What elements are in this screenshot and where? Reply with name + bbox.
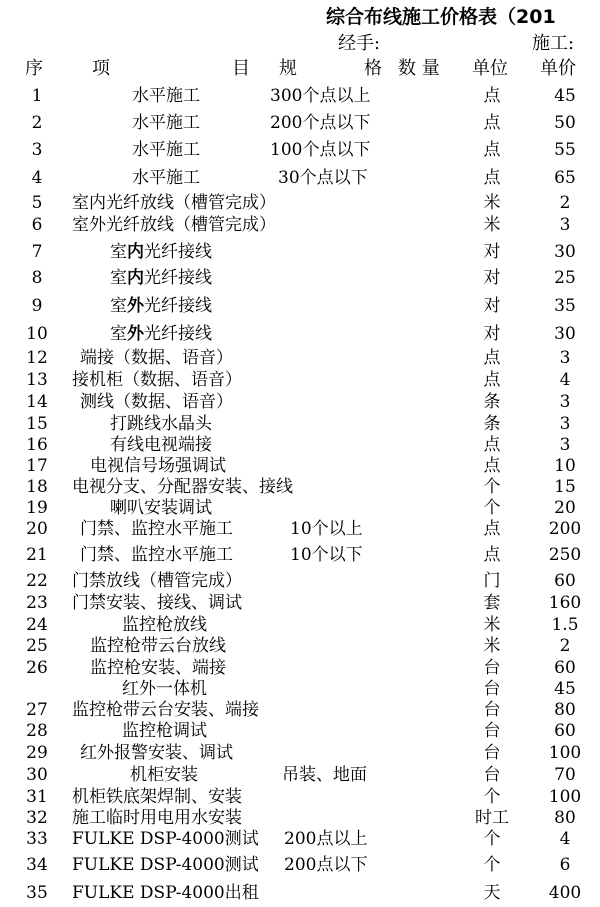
row-price: 60 (554, 571, 576, 591)
row-price: 6 (559, 855, 571, 875)
row-number: 30 (26, 765, 48, 785)
row-number: 23 (26, 593, 48, 613)
row-item: 红外一体机 (122, 679, 207, 699)
row-number: 10 (26, 324, 48, 344)
row-number: 34 (26, 855, 48, 875)
row-unit: 台 (483, 743, 501, 763)
row-number: 28 (26, 721, 48, 741)
row-unit: 台 (483, 700, 501, 720)
row-unit: 条 (483, 414, 501, 434)
col-header-unit: 单位 (472, 58, 508, 79)
row-price: 55 (554, 140, 576, 160)
emphasis-char: 内 (127, 268, 144, 288)
row-unit: 套 (483, 593, 501, 613)
row-item: 水平施工 (132, 168, 200, 188)
row-unit: 点 (483, 435, 501, 455)
row-item: 水平施工 (132, 113, 200, 133)
row-price: 160 (548, 593, 582, 613)
row-number: 8 (31, 268, 43, 288)
row-unit: 时工 (475, 808, 509, 828)
row-number: 14 (26, 392, 48, 412)
row-number: 32 (26, 808, 48, 828)
row-number: 29 (26, 743, 48, 763)
row-item: 测线（数据、语音） (80, 392, 233, 412)
emphasis-char: 内 (127, 242, 144, 262)
row-price: 400 (548, 883, 582, 903)
row-price: 65 (554, 168, 576, 188)
row-item: 监控枪安装、端接 (90, 658, 226, 678)
row-item: 室外光纤接线 (110, 296, 212, 316)
row-unit: 条 (483, 392, 501, 412)
row-number: 35 (26, 883, 48, 903)
row-item: 监控枪带云台放线 (90, 636, 226, 656)
row-price: 3 (559, 435, 571, 455)
row-price: 70 (554, 765, 576, 785)
row-price: 15 (554, 477, 576, 497)
col-header-item-b: 目 (232, 58, 250, 79)
row-number: 25 (26, 636, 48, 656)
row-item: FULKE DSP-4000测试 (72, 855, 259, 875)
row-number: 5 (31, 193, 43, 213)
emphasis-char: 外 (127, 324, 144, 344)
row-number: 19 (26, 498, 48, 518)
row-number: 3 (31, 140, 43, 160)
row-spec: 10个以上 (290, 519, 363, 539)
row-number: 7 (31, 242, 43, 262)
row-price: 60 (554, 658, 576, 678)
row-number: 27 (26, 700, 48, 720)
row-item: 门禁放线（槽管完成） (72, 571, 242, 591)
row-item: 监控枪调试 (122, 721, 207, 741)
row-number: 2 (31, 113, 43, 133)
row-price: 20 (554, 498, 576, 518)
row-item: 打跳线水晶头 (110, 414, 212, 434)
row-number: 16 (26, 435, 48, 455)
row-spec: 200个点以下 (270, 113, 371, 133)
row-item: 施工临时用电用水安装 (72, 808, 242, 828)
row-unit: 个 (483, 477, 501, 497)
row-unit: 点 (483, 113, 501, 133)
row-unit: 点 (483, 86, 501, 106)
row-item: 门禁、监控水平施工 (80, 545, 233, 565)
row-unit: 点 (483, 519, 501, 539)
row-number: 24 (26, 615, 48, 635)
row-unit: 点 (483, 348, 501, 368)
emphasis-char: 外 (127, 296, 144, 316)
row-item: 监控枪放线 (122, 615, 207, 635)
row-item: 室内光纤接线 (110, 268, 212, 288)
row-item: 有线电视端接 (110, 435, 212, 455)
col-header-spec-b: 格 (364, 58, 382, 79)
row-price: 45 (554, 86, 576, 106)
row-number: 17 (26, 456, 48, 476)
row-unit: 点 (483, 370, 501, 390)
row-unit: 点 (483, 168, 501, 188)
row-item: 监控枪带云台安装、端接 (72, 700, 259, 720)
row-price: 2 (559, 636, 571, 656)
row-spec: 30个点以下 (278, 168, 368, 188)
row-number: 31 (26, 787, 48, 807)
row-item: 室内光纤接线 (110, 242, 212, 262)
row-item: 喇叭安装调试 (110, 498, 212, 518)
row-item: 接机柜（数据、语音） (72, 370, 242, 390)
row-unit: 点 (483, 140, 501, 160)
row-unit: 米 (483, 636, 501, 656)
col-header-item-a: 项 (92, 58, 110, 79)
row-number: 15 (26, 414, 48, 434)
row-number: 9 (31, 296, 43, 316)
row-item: 门禁、监控水平施工 (80, 519, 233, 539)
row-unit: 米 (483, 193, 501, 213)
row-item: 室内光纤放线（槽管完成） (72, 193, 276, 213)
row-number: 4 (31, 168, 43, 188)
row-unit: 个 (483, 829, 501, 849)
row-price: 50 (554, 113, 576, 133)
row-number: 6 (31, 215, 43, 235)
row-unit: 个 (483, 787, 501, 807)
row-number: 1 (31, 86, 43, 106)
row-unit: 台 (483, 658, 501, 678)
row-unit: 米 (483, 615, 501, 635)
row-price: 200 (548, 519, 582, 539)
row-price: 30 (554, 242, 576, 262)
row-number: 33 (26, 829, 48, 849)
row-unit: 个 (483, 498, 501, 518)
row-price: 100 (548, 743, 582, 763)
row-number: 21 (26, 545, 48, 565)
row-unit: 对 (483, 268, 501, 288)
row-unit: 天 (483, 883, 501, 903)
row-item: 门禁安装、接线、调试 (72, 593, 242, 613)
row-price: 100 (548, 787, 582, 807)
row-price: 45 (554, 679, 576, 699)
row-price: 250 (548, 545, 582, 565)
row-unit: 台 (483, 679, 501, 699)
sheet-title: 综合布线施工价格表（201 (326, 6, 556, 28)
row-price: 35 (554, 296, 576, 316)
row-price: 1.5 (551, 615, 579, 635)
row-unit: 对 (483, 324, 501, 344)
row-item: 机柜安装 (130, 765, 198, 785)
handler-label: 经手: (338, 33, 381, 54)
row-price: 25 (554, 268, 576, 288)
row-number: 20 (26, 519, 48, 539)
row-item: FULKE DSP-4000出租 (72, 883, 259, 903)
col-header-qty: 数 量 (398, 58, 440, 79)
row-item: 红外报警安装、调试 (80, 743, 233, 763)
row-price: 10 (554, 456, 576, 476)
row-item: 水平施工 (132, 86, 200, 106)
row-price: 3 (559, 348, 571, 368)
row-spec: 吊装、地面 (282, 765, 367, 785)
row-unit: 台 (483, 721, 501, 741)
row-unit: 米 (483, 215, 501, 235)
row-number: 13 (26, 370, 48, 390)
row-unit: 对 (483, 242, 501, 262)
row-price: 3 (559, 414, 571, 434)
col-header-spec-a: 规 (279, 58, 297, 79)
row-item: 机柜铁底架焊制、安装 (72, 787, 242, 807)
builder-label: 施工: (532, 33, 575, 54)
col-header-price: 单价 (540, 58, 576, 79)
row-item: 室外光纤放线（槽管完成） (72, 215, 276, 235)
row-price: 80 (554, 808, 576, 828)
row-unit: 对 (483, 296, 501, 316)
row-price: 60 (554, 721, 576, 741)
row-item: 端接（数据、语音） (80, 348, 233, 368)
row-number: 22 (26, 571, 48, 591)
row-unit: 点 (483, 545, 501, 565)
row-spec: 200点以上 (284, 829, 368, 849)
row-item: FULKE DSP-4000测试 (72, 829, 259, 849)
row-price: 2 (559, 193, 571, 213)
row-price: 4 (559, 829, 571, 849)
row-price: 3 (559, 215, 571, 235)
row-unit: 台 (483, 765, 501, 785)
row-number: 18 (26, 477, 48, 497)
row-item: 水平施工 (132, 140, 200, 160)
row-price: 4 (559, 370, 571, 390)
row-unit: 点 (483, 456, 501, 476)
row-price: 80 (554, 700, 576, 720)
row-spec: 300个点以上 (270, 86, 371, 106)
row-item: 电视信号场强调试 (90, 456, 226, 476)
col-header-seq: 序 (25, 58, 43, 79)
row-price: 3 (559, 392, 571, 412)
row-spec: 10个以下 (290, 545, 363, 565)
row-unit: 个 (483, 855, 501, 875)
row-spec: 200点以下 (284, 855, 368, 875)
row-item: 电视分支、分配器安装、接线 (72, 477, 293, 497)
row-number: 12 (26, 348, 48, 368)
row-item: 室外光纤接线 (110, 324, 212, 344)
row-number: 26 (26, 658, 48, 678)
row-unit: 门 (483, 571, 501, 591)
row-spec: 100个点以下 (270, 140, 371, 160)
row-price: 30 (554, 324, 576, 344)
